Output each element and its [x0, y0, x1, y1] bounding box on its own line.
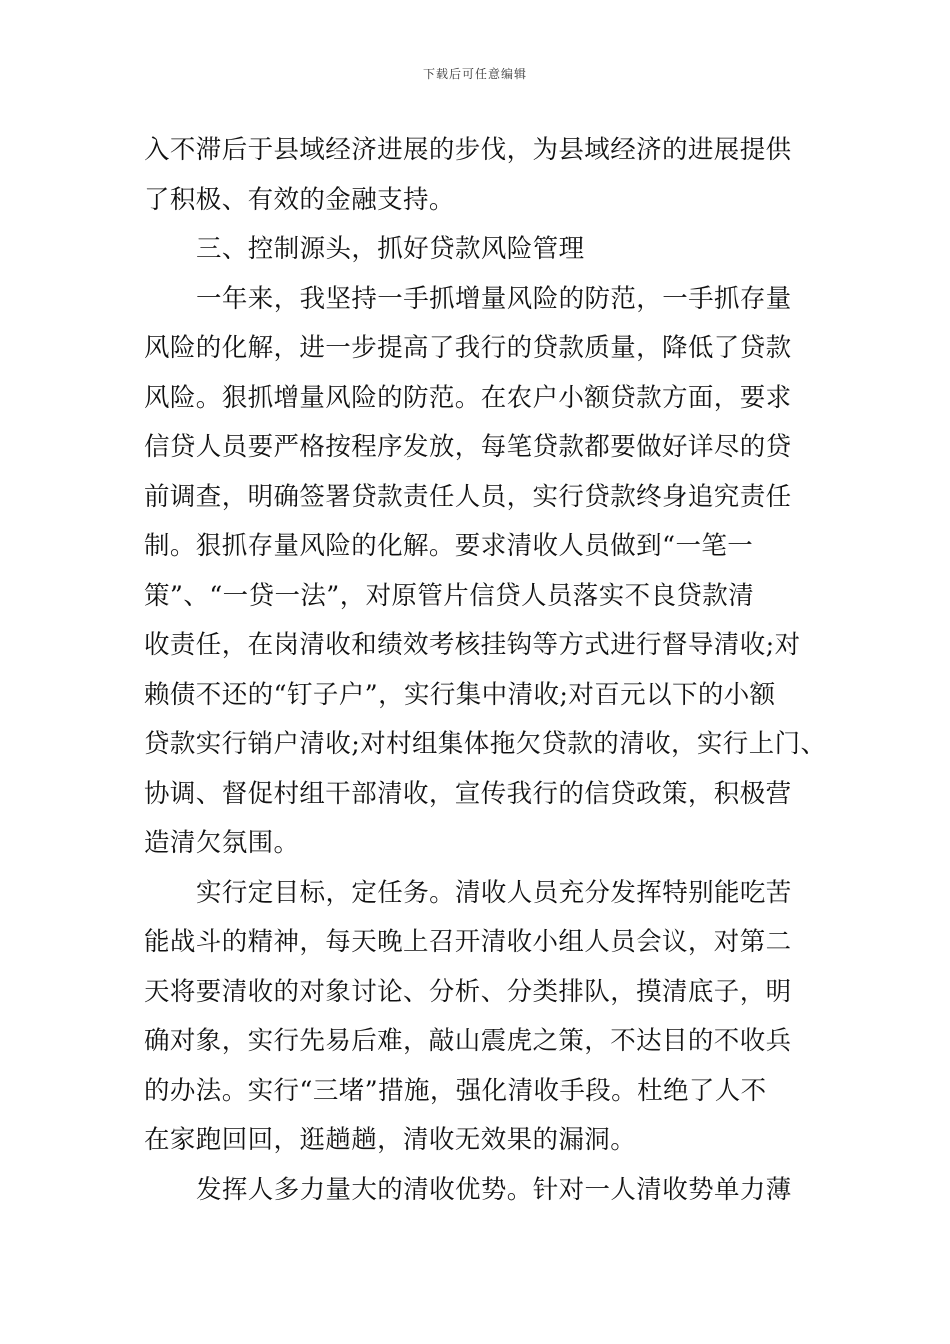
text-line: 风险的化解，进一步提高了我行的贷款质量，降低了贷款 [144, 333, 792, 363]
text-line: 贷款实行销户清收;对村组集体拖欠贷款的清收，实行上门、 [144, 729, 827, 759]
text-line: 确对象，实行先易后难，敲山震虎之策，不达目的不收兵 [144, 1026, 792, 1056]
text-line: 风险。狠抓增量风险的防范。在农户小额贷款方面，要求 [144, 382, 792, 413]
text-line: 能战斗的精神，每天晚上召开清收小组人员会议，对第二 [144, 927, 792, 957]
page-header: 下载后可任意编辑 [422, 67, 527, 81]
text-line: 入不滞后于县域经济进展的步伐，为县域经济的进展提供 [144, 135, 792, 165]
text-line: 协调、督促村组干部清收，宣传我行的信贷政策，积极营 [144, 778, 792, 809]
text-line: 的办法。实行“三堵”措施，强化清收手段。杜绝了人不 [144, 1075, 767, 1106]
text-line: 赖债不还的“钉子户”，实行集中清收;对百元以下的小额 [144, 679, 776, 710]
text-line: 发挥人多力量大的清收优势。针对一人清收势单力薄 [196, 1174, 792, 1205]
text-line: 天将要清收的对象讨论、分析、分类排队，摸清底子，明 [144, 976, 792, 1007]
text-line: 造清欠氛围。 [144, 828, 300, 858]
text-line: 策”、“一贷一法”，对原管片信贷人员落实不良贷款清 [144, 580, 755, 611]
text-line: 前调查，明确签署贷款责任人员，实行贷款终身追究责任 [144, 481, 792, 512]
text-line: 收责任，在岗清收和绩效考核挂钩等方式进行督导清收;对 [144, 630, 801, 660]
text-line: 了积极、有效的金融支持。 [144, 184, 455, 215]
text-line: 制。狠抓存量风险的化解。要求清收人员做到“一笔一 [144, 531, 754, 561]
document-body [144, 126, 827, 1215]
text-line: 实行定目标，定任务。清收人员充分发挥特别能吃苦 [196, 877, 792, 908]
text-line: 三、控制源头，抓好贷款风险管理 [196, 234, 585, 264]
text-line: 信贷人员要严格按程序发放，每笔贷款都要做好详尽的贷 [144, 432, 792, 462]
text-line: 在家跑回回，逛趟趟，清收无效果的漏洞。 [144, 1125, 637, 1155]
text-line: 一年来，我坚持一手抓增量风险的防范，一手抓存量 [196, 283, 792, 314]
